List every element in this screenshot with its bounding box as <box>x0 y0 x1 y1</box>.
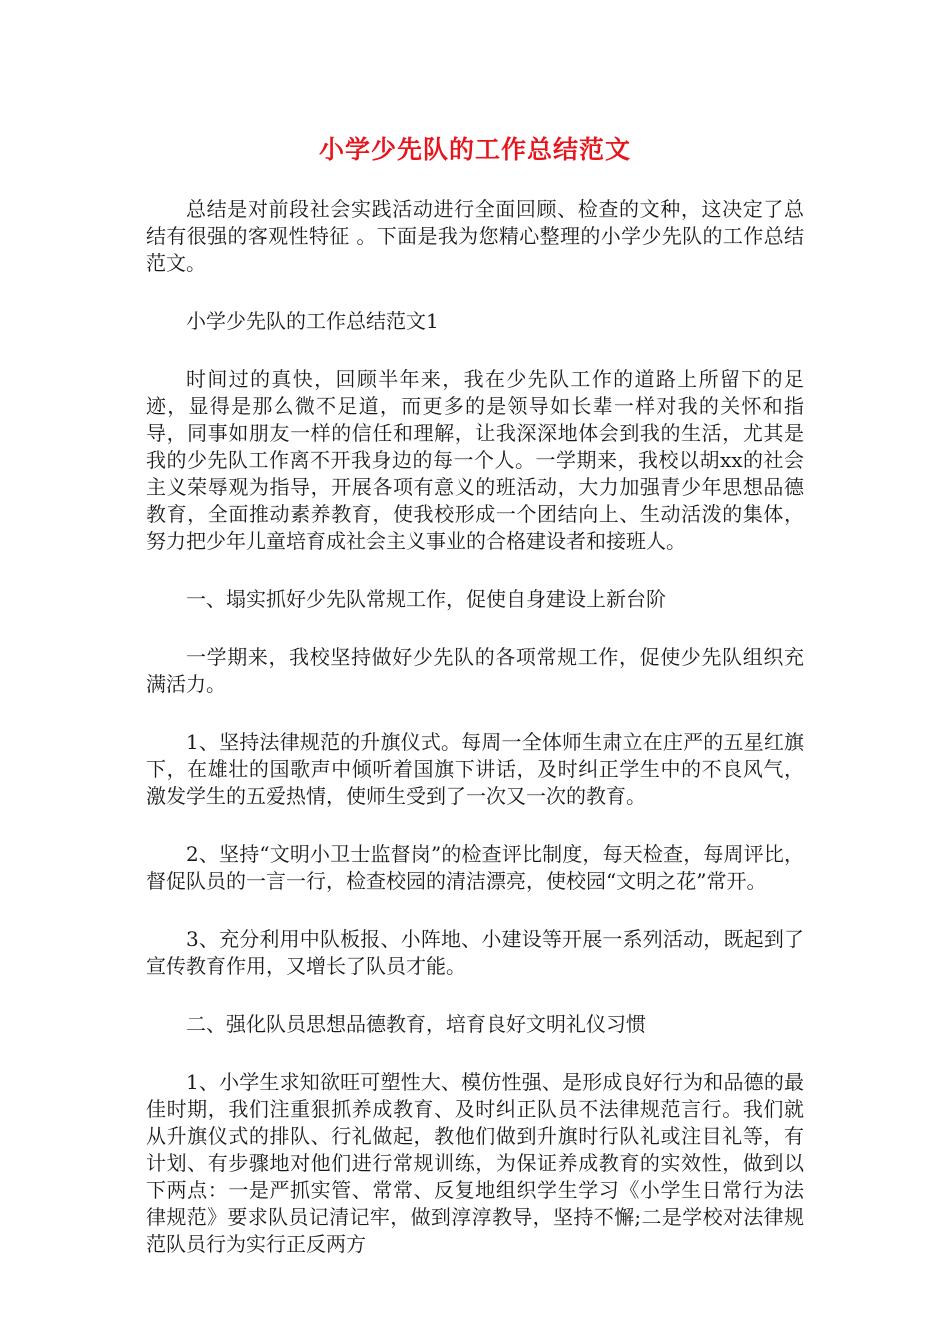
paragraph-intro: 总结是对前段社会实践活动进行全面回顾、检查的文种，这决定了总结有很强的客观性特征 。下面是我为您精心整理的小学少先队的工作总结范文。 <box>146 197 804 275</box>
section-heading-two: 二、强化队员思想品德教育，培育良好文明礼仪习惯 <box>186 1012 646 1036</box>
section-heading-sample-1: 小学少先队的工作总结范文1 <box>186 309 439 333</box>
document-body <box>146 196 804 1289</box>
section-heading-one: 一、塌实抓好少先队常规工作，促使自身建设上新台阶 <box>186 587 666 611</box>
paragraph-routine-work: 一学期来，我校坚持做好少先队的各项常规工作，促使少先队组织充满活力。 <box>146 645 804 696</box>
list-item-habit-education: 1、小学生求知欲旺可塑性大、模仿性强、是形成良好行为和品德的最佳时期，我们注重狠抓养成教育、及时纠正队员不法律规范言行。我们就从升旗仪式的排队、行礼做起，教他们做到升旗时行队礼或注目礼等，有计划、有步骤地对他们进行常规训练，为保证养成教育的实效性，做到以下两点：一是严抓实管、常常、反复地组织学生学习《小学生日常行为法律规范》要求队员记清记牢，做到淳淳教导，坚持不懈;二是学校对法律规范队员行为实行正反两方 <box>146 1070 804 1256</box>
list-item-blackboard: 3、充分利用中队板报、小阵地、小建设等开展一系列活动，既起到了宣传教育作用，又增长了队员才能。 <box>146 927 804 978</box>
paragraph-review: 时间过的真快，回顾半年来，我在少先队工作的道路上所留下的足迹，显得是那么微不足道，而更多的是领导如长辈一样对我的关怀和指导，同事如朋友一样的信任和理解，让我深深地体会到我的生活，尤其是我的少先队工作离不开我身边的每一个人。一学期来，我校以胡xx的社会主义荣辱观为指导，开展各项有意义的班活动，大力加强青少年思想品德教育，全面推动素养教育，使我校形成一个团结向上、生动活泼的集体，努力把少年儿童培育成社会主义事业的合格建设者和接班人。 <box>146 367 804 553</box>
document-title: 小学少先队的工作总结范文 <box>318 135 631 164</box>
list-item-civility-guard: 2、坚持“文明小卫士监督岗”的检查评比制度，每天检查，每周评比，督促队员的一言一行，检查校园的清洁漂亮，使校园“文明之花”常开。 <box>146 842 804 893</box>
list-item-flag-ceremony: 1、坚持法律规范的升旗仪式。每周一全体师生肃立在庄严的五星红旗下，在雄壮的国歌声中倾听着国旗下讲话，及时纠正学生中的不良风气，激发学生的五爱热情，使师生受到了一次又一次的教育。 <box>146 730 804 808</box>
